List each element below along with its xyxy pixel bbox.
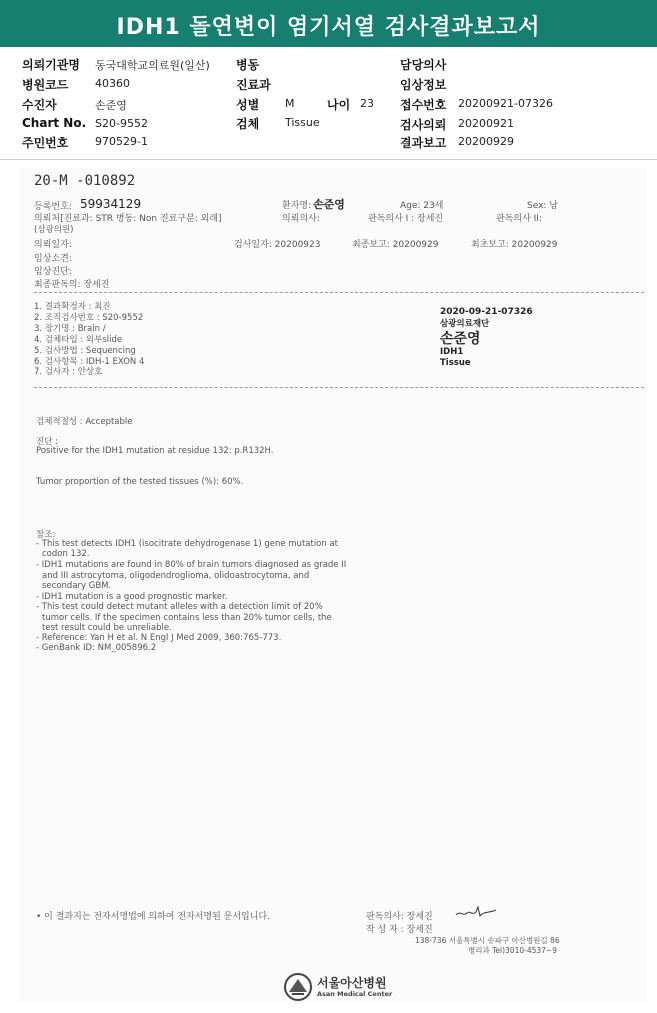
field-label-chart-no: Chart No. [22,116,87,130]
patient-name-value: 손준영 [313,198,345,211]
dashed-divider [34,387,644,388]
field-value-institution: 동국대학교의료원(일산) [95,59,210,72]
field-value-specimen: Tissue [285,116,320,129]
hospital-address: 138-736 서울특별시 송파구 아산병원길 86 [415,936,560,945]
label-specimen: Tissue [440,358,471,368]
department-phone: 병리과 Tel)3010-4537~9 [468,946,557,955]
clinical-findings: 임상소견: [34,254,72,264]
field-value-hospital-code: 40360 [95,77,130,90]
reference-line: - This test detects IDH1 (isocitrate dehydrogenase 1) gene mutation at [36,539,339,549]
reader-signature: 판독의사: 장세진 [366,912,433,922]
label-lab: 삼광의료재단 [440,319,490,329]
diagnosis-title: 진단 : [36,437,58,447]
requester-line: 의뢰처[진료과: STR 병동: Non 진료구분: 외래] [34,214,222,224]
item-line: 6. 검사항목 : IDH-1 EXON 4 [34,357,145,367]
logo-text-english: Asan Medical Center [317,990,393,998]
label-name: 손준영 [440,331,481,347]
field-value-sex: M [285,97,295,110]
report-title-bar [0,0,657,47]
reg-no-label: 등록번호: [34,202,72,212]
field-label-ward: 병동 [236,58,260,72]
label-date-no: 2020-09-21-07326 [440,307,533,317]
age-text: Age: 23세 [400,201,444,211]
patient-name-label: 환자명: [282,201,312,211]
sex-text: Sex: 남 [527,201,559,211]
reference-title: 참조: [36,530,56,540]
item-line: 2. 조직검사번호 : S20-9552 [34,313,144,323]
reference-line: - GenBank ID: NM_005896.2 [36,643,157,653]
field-label-accession-no: 접수번호 [400,98,447,112]
field-value-age: 23 [360,97,374,110]
field-value-accession-no: 20200921-07326 [458,97,553,110]
field-label-request-date: 검사의뢰 [400,118,447,132]
item-line: 5. 검사방법 : Sequencing [34,346,136,356]
item-line: 1. 결과확정자 : 최진 [34,302,111,312]
label-gene: IDH1 [440,347,464,357]
field-label-patient: 수진자 [22,98,57,112]
pathologist-2: 판독의사 II: [496,214,542,224]
field-label-department: 진료과 [236,78,271,92]
report-title: IDH1 돌연변이 염기서열 검사결과보고서 [116,15,541,40]
pathologist-1: 판독의사 I : 장세진 [368,214,444,224]
field-value-chart-no: S20-9552 [95,117,148,130]
dashed-divider [34,292,644,293]
field-value-report-date: 20200929 [458,135,514,148]
requesting-physician: 의뢰의사: [282,214,320,224]
field-value-patient: 손준영 [95,99,127,112]
header-divider [0,159,657,160]
field-label-report-date: 결과보고 [400,136,447,150]
field-value-resident-no: 970529-1 [95,135,148,148]
reference-line: test result could be unreliable. [42,623,172,633]
asan-logo-icon [283,972,313,1002]
reference-line: secondary GBM. [42,581,112,591]
reference-line: - This test could detect mutant alleles with a detection limit of 20% [36,602,323,612]
reference-line: and III astrocytoma, oligodendroglioma, olidoastrocytoma, and [42,571,310,581]
clinical-diagnosis: 임상진단: [34,267,72,277]
scanned-report [19,168,647,1003]
test-date: 검사일자: 20200923 [234,240,321,250]
field-label-institution: 의뢰기관명 [22,58,80,72]
field-value-request-date: 20200921 [458,117,514,130]
item-line: 3. 장기명 : Brain / [34,324,106,334]
final-report-date: 최종보고: 20200929 [352,240,439,250]
diagnosis-text: Positive for the IDH1 mutation at residue 132: p.R132H. [36,446,274,456]
field-label-age: 나이 [327,98,351,112]
author-signature: 작 성 자 : 장세진 [366,925,433,935]
signature-scribble [454,904,498,920]
item-line: 4. 검체타입 : 외부slide [34,335,123,345]
reference-line: - IDH1 mutations are found in 80% of brain tumors diagnosed as grade II [36,560,347,570]
document-number: 20-M -010892 [34,173,136,189]
reference-line: codon 132. [42,549,90,559]
reference-line: tumor cells. If the specimen contains less than 20% tumor cells, the [42,613,332,623]
reference-line: - Reference: Yan H et al. N Engl J Med 2009, 360:765-773. [36,633,282,643]
field-label-physician: 담당의사 [400,58,447,72]
tumor-proportion: Tumor proportion of the tested tissues (%): 60%. [36,477,244,487]
field-label-sex: 성별 [236,98,260,112]
first-report-date: 최초보고: 20200929 [471,240,558,250]
request-date-label: 의뢰일자: [34,240,72,250]
specimen-adequacy: 검체적절성 : Acceptable [36,417,133,427]
reference-line: - IDH1 mutation is a good prognostic marker. [36,592,228,602]
e-signature-note: • 이 결과지는 전자서명법에 의하여 전자서명된 문서입니다. [36,912,270,922]
field-label-specimen: 검체 [236,117,260,131]
field-label-clinical-info: 임상정보 [400,78,447,92]
item-line: 7. 검사자 : 안상호 [34,367,103,377]
field-label-hospital-code: 병원코드 [22,78,69,92]
reg-no-value: 59934129 [80,197,142,211]
field-label-resident-no: 주민번호 [22,136,69,150]
final-reader: 최종판독의: 장세진 [34,280,110,290]
institution-note: (삼광의원) [34,225,74,235]
logo-text-korean: 서울아산병원 [317,976,387,990]
